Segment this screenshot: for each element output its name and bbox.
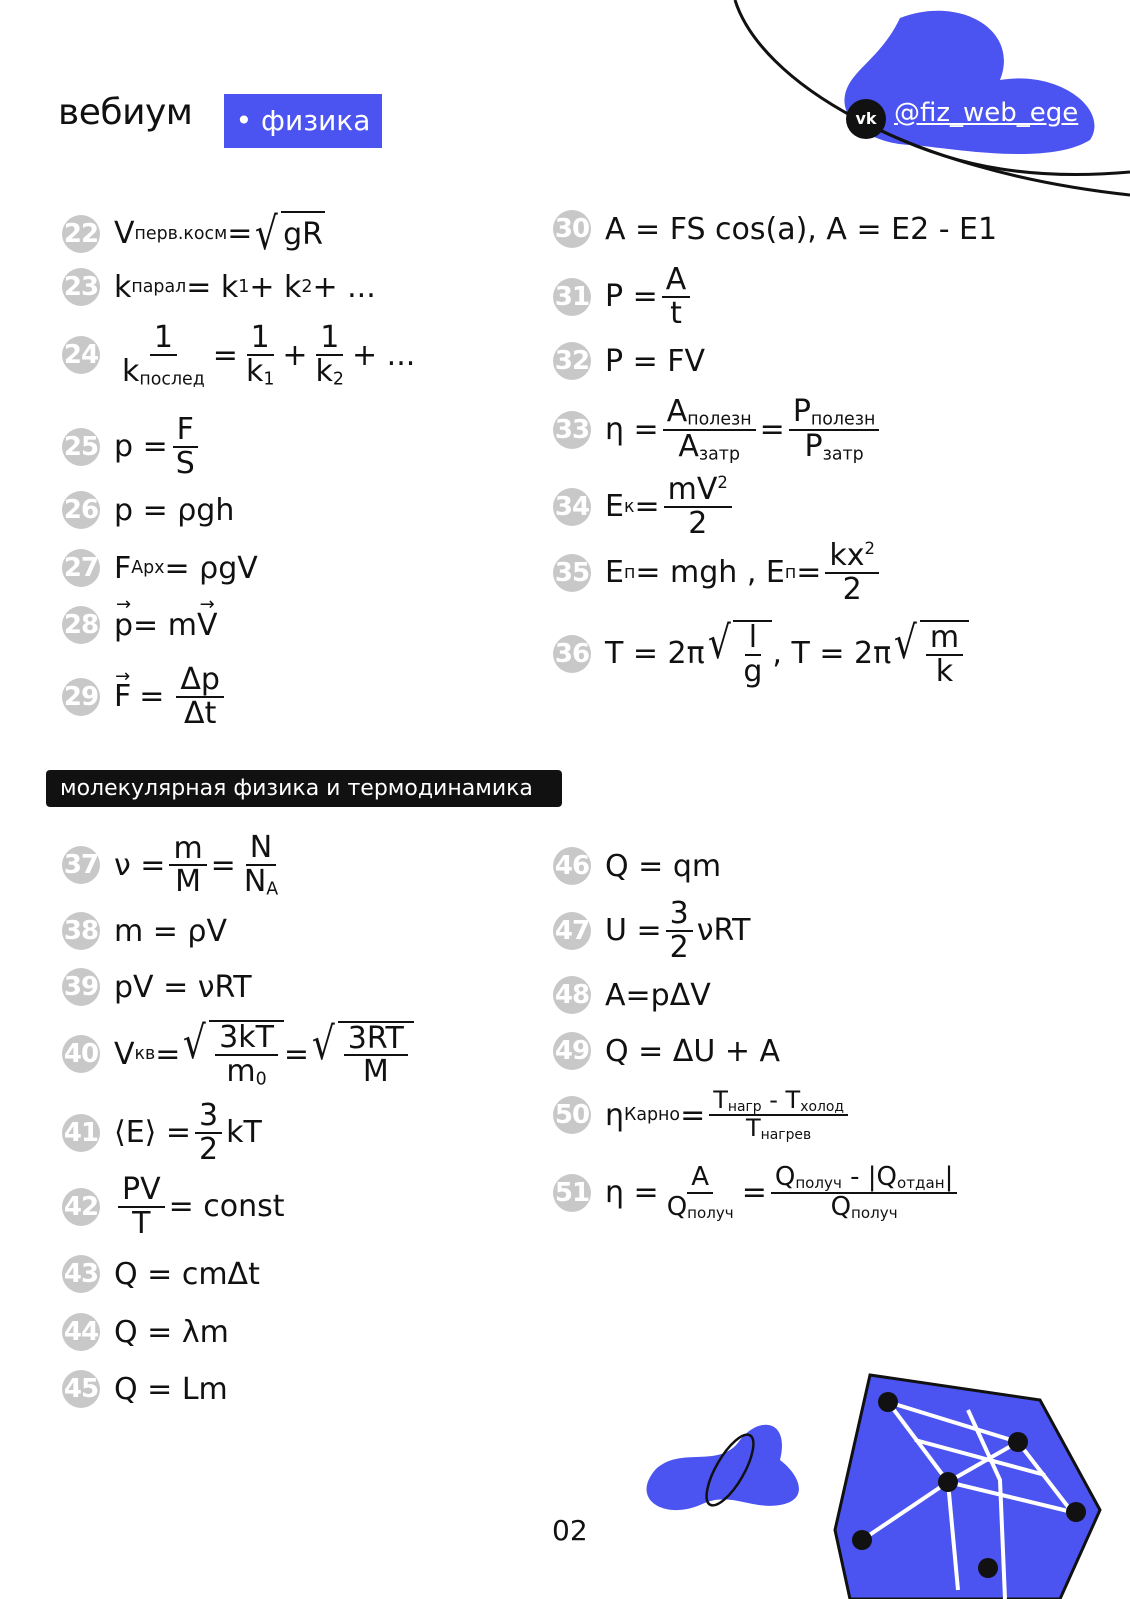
- formula-row: [553, 976, 711, 1014]
- formula-number: 39: [62, 968, 100, 1006]
- formula-row: [553, 1088, 852, 1143]
- formula-number: 49: [553, 1032, 591, 1070]
- formula-row: [553, 616, 969, 689]
- formula: η Карно = $\frac{T_{нагр} - T_{холод}}{T_{нагрев}}$: [605, 1088, 852, 1143]
- formula-number: 51: [553, 1174, 591, 1212]
- formula-number: 25: [62, 428, 100, 466]
- formula-number: 38: [62, 912, 100, 950]
- formula: P = $\frac{A}{t}$: [605, 264, 694, 329]
- formula-row: [62, 606, 217, 644]
- formula-number: 29: [62, 678, 100, 716]
- formula-number: 32: [553, 342, 591, 380]
- formula: V кв = √ $\frac{3kT}{m_0}$ = √ $\frac{3RT}{M}$: [114, 1020, 414, 1088]
- formula: Q = ΔU + A: [605, 1033, 781, 1069]
- formula-number: 22: [62, 215, 100, 253]
- formula-row: [62, 491, 234, 529]
- formula: P = FV: [605, 343, 706, 379]
- formula-row: [62, 1174, 285, 1239]
- formula-row: [62, 664, 228, 729]
- formula-row: [62, 1370, 228, 1408]
- formula-row: [62, 912, 227, 950]
- formula-row: [62, 968, 252, 1006]
- formula: pV = νRT: [114, 969, 252, 1005]
- formula-number: 23: [62, 268, 100, 306]
- formula: $\frac{PV}{T}$ = const: [114, 1174, 285, 1239]
- subject-tag: • физика •: [224, 94, 382, 148]
- formula: Q = qm: [605, 848, 722, 884]
- social-handle-link[interactable]: @fiz_web_ege: [894, 98, 1079, 128]
- formula: V перв.косм = √ gR: [114, 207, 323, 260]
- formula-row: [62, 1313, 229, 1351]
- formula: U = $\frac{3}{2}$ νRT: [605, 896, 751, 965]
- formula-number: 34: [553, 488, 591, 526]
- formula-row: [553, 1032, 780, 1070]
- formula-row: [62, 1016, 414, 1090]
- blob-bottom: [647, 1425, 799, 1510]
- formula-row: [62, 832, 286, 898]
- formula-row: [62, 1100, 262, 1165]
- formula: A = FS cos(a), A = E2 - E1: [605, 211, 998, 247]
- formula-number: 41: [62, 1114, 100, 1152]
- formula: E п = mgh , E п = $\frac{kx^2}{2}$: [605, 540, 883, 605]
- formula-number: 24: [62, 336, 100, 374]
- formula-row: [553, 210, 997, 248]
- formula-number: 28: [62, 606, 100, 644]
- formula-number: 37: [62, 846, 100, 884]
- formula-row: [553, 847, 721, 885]
- formula-row: [553, 898, 750, 963]
- formula: $\frac{1}{k_{послед}}$ = $\frac{1}{k_1}$ + $\frac{1}{k_2}$ + ...: [122, 320, 416, 389]
- formula-number: 33: [553, 411, 591, 449]
- formula-number: 48: [553, 976, 591, 1014]
- formula: k парал = k 1 + k 2 + ...: [114, 269, 376, 305]
- vk-icon[interactable]: vk: [846, 99, 886, 139]
- formula: E к = $\frac{mV^2}{2}$: [605, 474, 736, 539]
- formula-number: 30: [553, 210, 591, 248]
- formula: m = ρV: [114, 913, 227, 949]
- formula-number: 42: [62, 1188, 100, 1226]
- formula: ⟨E⟩ = $\frac{3}{2}$ kT: [114, 1098, 262, 1167]
- formula: → F = $\frac{\Delta p}{\Delta t}$: [114, 664, 228, 729]
- formula-number: 45: [62, 1370, 100, 1408]
- formula-row: [62, 549, 258, 587]
- formula: Q = Lm: [114, 1371, 228, 1407]
- formula: T = 2π √ $\frac{l}{g}$ , T = 2π √ $\frac{m}{k}$: [605, 620, 969, 687]
- section-title: молекулярная физика и термодинамика: [46, 770, 562, 807]
- formula-row: [553, 264, 694, 329]
- brand-logo[interactable]: вебиум: [58, 92, 193, 133]
- formula: Q = λm: [114, 1314, 229, 1350]
- formula-number: 31: [553, 278, 591, 316]
- formula: p = ρgh: [114, 492, 235, 528]
- formula-number: 27: [62, 549, 100, 587]
- formula: η = $\frac{A_{полезн}}{A_{затр}}$ = $\frac{P_{полезн}}{P_{затр}}$: [605, 396, 883, 463]
- formula: ν = $\frac{m}{M}$ = $\frac{N}{N_A}$: [114, 830, 279, 900]
- formula-number: 43: [62, 1255, 100, 1293]
- formula-row: [62, 207, 325, 260]
- formula: p = $\frac{F}{S}$: [114, 414, 203, 479]
- formula-row: [62, 1255, 260, 1293]
- formula-number: 50: [553, 1096, 591, 1134]
- formula-row: [553, 540, 883, 605]
- formula-number: 40: [62, 1035, 100, 1073]
- formula-row: [553, 1164, 961, 1222]
- formula-number: 44: [62, 1313, 100, 1351]
- formula: η = $\frac{A}{Q_{получ}}$ = $\frac{Q_{получ} - |Q_{отдан}|}{Q_{получ}}$: [605, 1164, 961, 1222]
- formula: F Apx = ρgV: [114, 550, 258, 586]
- formula-number: 26: [62, 491, 100, 529]
- formula-number: 46: [553, 847, 591, 885]
- formula-row: [62, 268, 376, 306]
- page-number: 02: [552, 1514, 588, 1547]
- formula: A=pΔV: [605, 977, 711, 1013]
- formula-row: [553, 474, 736, 539]
- formula-number: 35: [553, 554, 591, 592]
- formula-number: 36: [553, 635, 591, 673]
- formula-number: 47: [553, 912, 591, 950]
- formula-row: [62, 322, 415, 388]
- formula: Q = cmΔt: [114, 1256, 260, 1292]
- formula-row: [553, 342, 705, 380]
- formula: → p = m → V: [114, 608, 217, 643]
- formula-row: [553, 396, 883, 463]
- formula-row: [62, 414, 203, 479]
